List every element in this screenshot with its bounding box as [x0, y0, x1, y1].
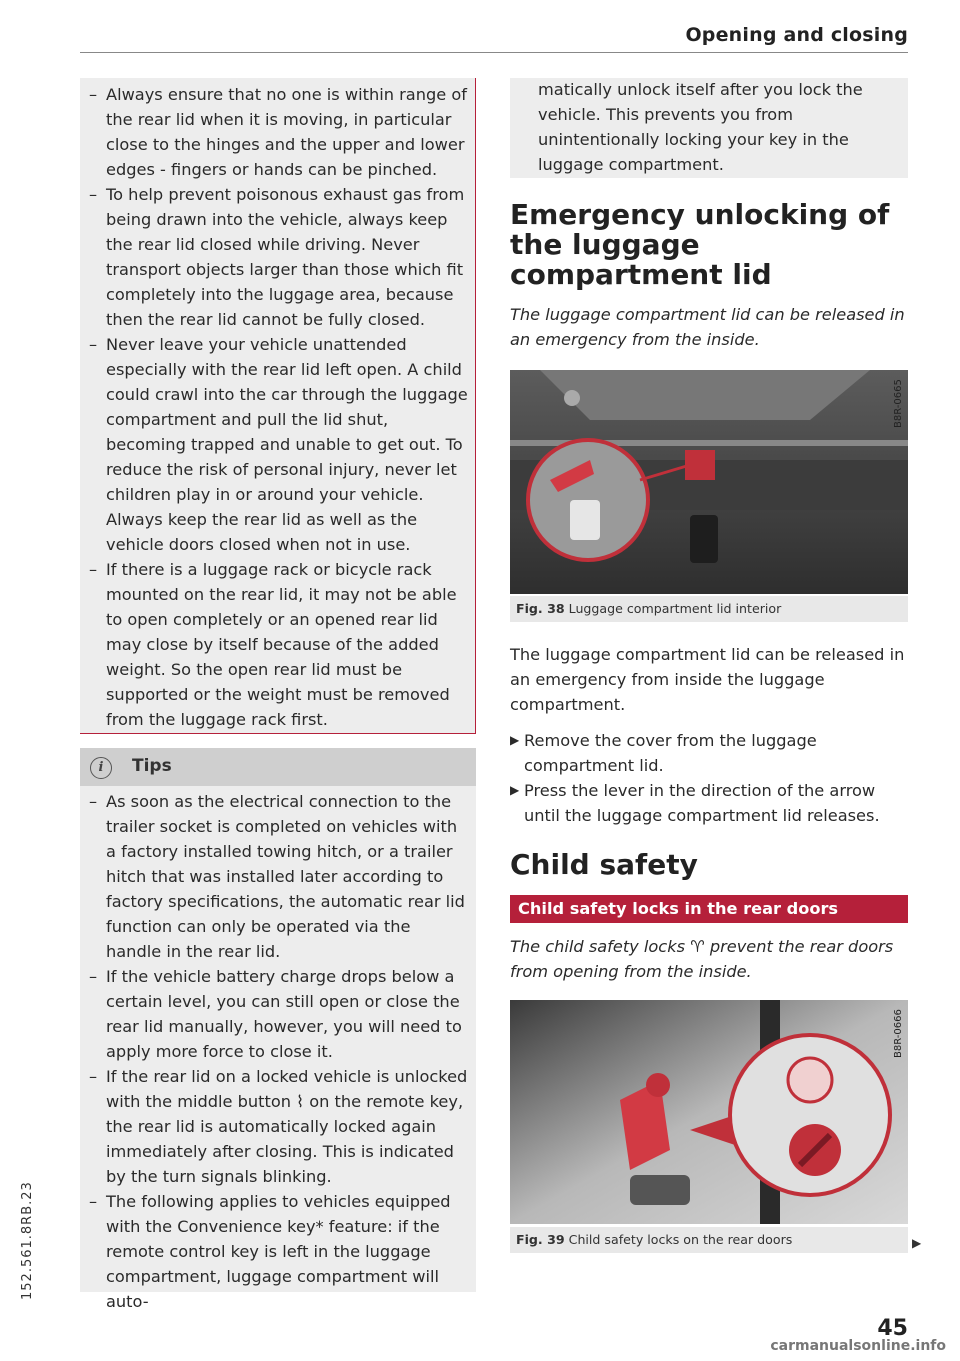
figure-38-image: [510, 370, 908, 594]
figure-38-caption-text: Luggage compartment lid interior: [568, 601, 782, 616]
child-safety-lead: The child safety locks ♈ prevent the rear doors from opening from the inside.: [510, 937, 894, 981]
tips-list: [80, 789, 468, 1314]
child-lock-illustration: [510, 1000, 908, 1224]
figure-39-image: [510, 1000, 908, 1224]
emergency-lead: The luggage compartment lid can be released in an emergency from the inside.: [510, 305, 905, 349]
watermark: carmanualsonline.info: [770, 1338, 946, 1354]
warning-item: – If there is a luggage rack or bicycle rack mounted on the rear lid, it may not be able to open completely or an opened rear lid may close by itself because of the added weight. So the open rear lid must be supported or the weight must be removed from the luggage rack first.: [80, 557, 468, 732]
figure-38-label: Fig. 38: [516, 601, 565, 616]
tips-item: – If the vehicle battery charge drops below a certain level, you can still open or close the rear lid manually, however, you will need to apply more force to close it.: [80, 964, 468, 1064]
figure-38-code: B8R-0665: [893, 379, 904, 428]
warning-item: – Never leave your vehicle unattended especially with the rear lid left open. A child could crawl into the car through the luggage compartment and pull the lid shut, becoming trapped and unable to get out. To reduce the risk of personal injury, never let children play in or around your vehicle. Always keep the rear lid as well as the vehicle doors closed when not in use.: [80, 332, 468, 557]
info-icon: i: [90, 757, 112, 779]
child-safety-subheading: Child safety locks in the rear doors: [518, 899, 839, 918]
header-rule: [80, 52, 908, 53]
tips-item: – If the rear lid on a locked vehicle is unlocked with the middle button ⌇ on the remote key, the rear lid is automatically locked again immediately after closing. This is indicated by the turn signals blinking.: [80, 1064, 468, 1189]
step-item: ▶ Remove the cover from the luggage compartment lid.: [510, 728, 910, 778]
luggage-lid-illustration: [510, 370, 908, 594]
figure-39-caption: [516, 1232, 792, 1247]
side-code: 152.561.8RB.23: [20, 1181, 35, 1300]
emergency-body: The luggage compartment lid can be released in an emergency from inside the luggage compartment.: [510, 645, 905, 714]
step-item: ▶ Press the lever in the direction of the arrow until the luggage compartment lid releases.: [510, 778, 910, 828]
triangle-right-icon: ▶: [510, 733, 520, 747]
figure-39-code: B8R-0666: [893, 1009, 904, 1058]
tips-label: Tips: [132, 756, 172, 776]
child-safety-heading: Child safety: [510, 848, 698, 881]
next-page-arrow-icon: ▶: [912, 1236, 922, 1250]
warning-list: [80, 82, 468, 732]
page-number: 45: [877, 1316, 908, 1341]
triangle-right-icon: ▶: [510, 783, 520, 797]
emergency-heading: Emergency unlocking of the luggage compartment lid: [510, 198, 890, 291]
figure-39-label: Fig. 39: [516, 1232, 565, 1247]
tips-item: – As soon as the electrical connection to the trailer socket is completed on vehicles with a factory installed towing hitch, or a trailer hitch that was installed later according to factory specifications, the automatic rear lid function can only be operated via the handle in the rear lid.: [80, 789, 468, 964]
figure-38-caption: [516, 601, 781, 616]
tips-item: – The following applies to vehicles equipped with the Convenience key* feature: if the remote control key is left in the luggage compartment, luggage compartment will auto-: [80, 1189, 468, 1314]
continuation-text: matically unlock itself after you lock the vehicle. This prevents you from unintentionally locking your key in the luggage compartment.: [538, 80, 863, 174]
warning-item: – To help prevent poisonous exhaust gas from being drawn into the vehicle, always keep the rear lid closed while driving. Never transport objects larger than those which fit completely into the luggage area, because then the rear lid cannot be fully closed.: [80, 182, 468, 332]
figure-39-caption-text: Child safety locks on the rear doors: [568, 1232, 793, 1247]
page-header-title: Opening and closing: [685, 24, 908, 46]
warning-item: – Always ensure that no one is within range of the rear lid when it is moving, in particular close to the hinges and the upper and lower edges - fingers or hands can be pinched.: [80, 82, 468, 182]
